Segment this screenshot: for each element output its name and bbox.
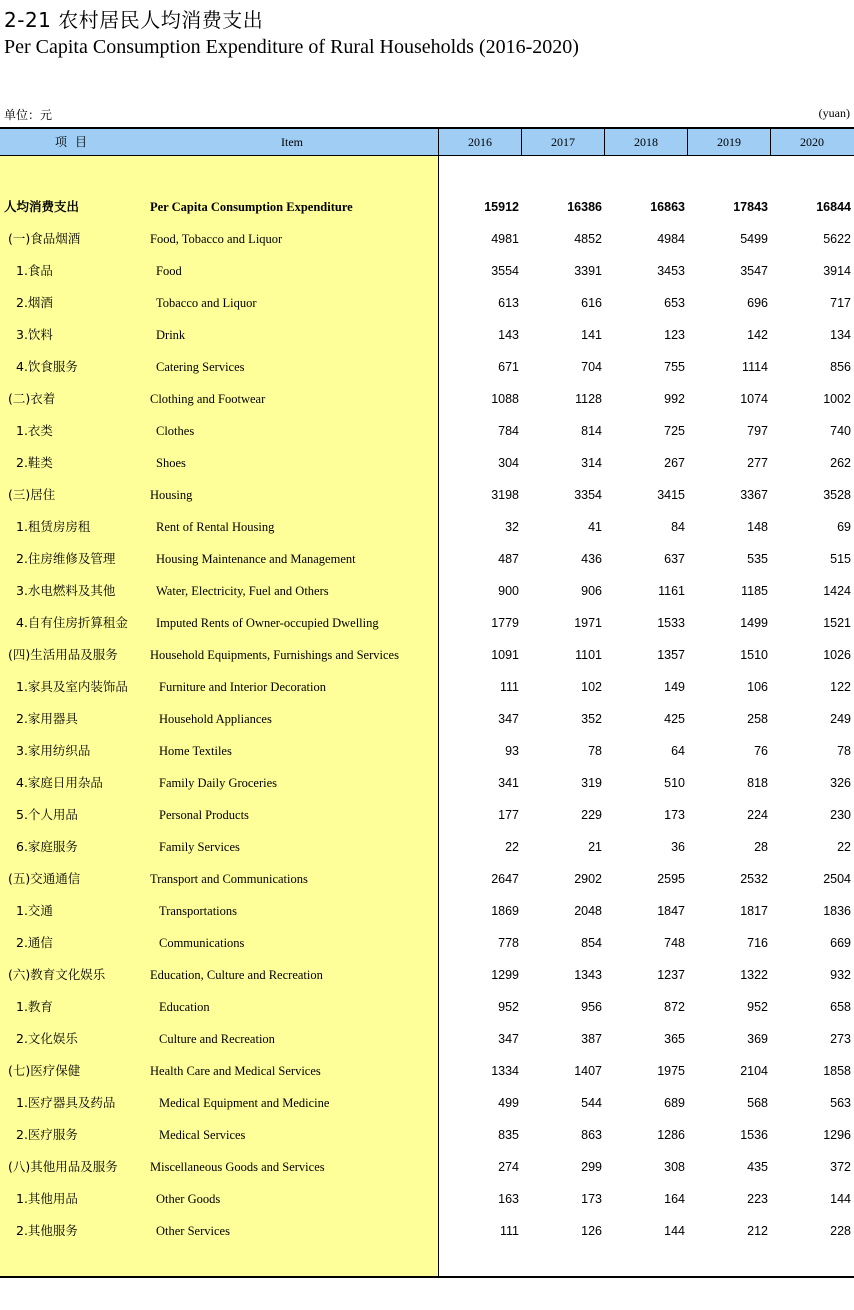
row-label-en: Miscellaneous Goods and Services [150,1160,325,1174]
cell-value-2020: 740 [830,424,851,438]
unit-label-cn: 单位：元 [4,108,53,122]
cell-value-2020: 372 [830,1160,851,1174]
row-label-en: Food [156,264,182,278]
cell-value-2020: 122 [830,680,851,694]
cell-value-2019: 223 [747,1192,768,1206]
cell-value-2018: 510 [664,776,685,790]
table-bottom-rule [0,1276,854,1278]
cell-value-2020: 273 [830,1032,851,1046]
cell-value-2019: 1322 [740,968,768,982]
cell-value-2016: 952 [498,1000,519,1014]
table-row [0,1095,854,1127]
cell-value-2018: 1286 [657,1128,685,1142]
row-label-cn: 5.个人用品 [16,807,78,822]
row-label-en: Communications [159,936,245,950]
row-label-en: Food, Tobacco and Liquor [150,232,283,246]
table-row [0,903,854,935]
cell-value-2017: 2048 [574,904,602,918]
cell-value-2019: 106 [747,680,768,694]
table-row [0,999,854,1031]
cell-value-2020: 1836 [823,904,851,918]
table-row [0,519,854,551]
cell-value-2020: 262 [830,456,851,470]
row-label-cn: 人均消费支出 [4,199,80,214]
cell-value-2016: 177 [498,808,519,822]
cell-value-2017: 616 [581,296,602,310]
row-label-cn: 4.自有住房折算租金 [16,615,128,630]
cell-value-2019: 224 [747,808,768,822]
row-label-en: Transport and Communications [150,872,308,886]
table-row [0,199,854,231]
cell-value-2019: 28 [754,840,768,854]
cell-value-2020: 1521 [823,616,851,630]
cell-value-2016: 32 [505,520,519,534]
row-label-en: Catering Services [156,360,245,374]
cell-value-2019: 5499 [740,232,768,246]
cell-value-2016: 347 [498,1032,519,1046]
cell-value-2020: 326 [830,776,851,790]
cell-value-2019: 1185 [741,584,768,598]
cell-value-2016: 900 [498,584,519,598]
cell-value-2017: 387 [581,1032,602,1046]
row-label-cn: 1.家具及室内装饰品 [16,679,128,694]
row-label-cn: (七)医疗保健 [8,1063,81,1078]
row-label-cn: 4.家庭日用杂品 [16,775,103,790]
cell-value-2017: 1407 [574,1064,602,1078]
table-row [0,615,854,647]
cell-value-2018: 267 [664,456,685,470]
table-row [0,583,854,615]
cell-value-2019: 212 [747,1224,768,1238]
table-row [0,871,854,903]
table-row [0,455,854,487]
cell-value-2017: 319 [581,776,602,790]
cell-value-2017: 906 [581,584,602,598]
cell-value-2016: 1088 [491,392,519,406]
cell-value-2016: 274 [498,1160,519,1174]
cell-value-2020: 134 [830,328,851,342]
row-label-en: Clothes [156,424,195,438]
cell-value-2020: 1858 [823,1064,851,1078]
cell-value-2017: 704 [581,360,602,374]
table-row [0,967,854,999]
row-label-en: Family Daily Groceries [159,776,278,790]
row-label-cn: 1.医疗器具及药品 [16,1095,116,1110]
cell-value-2020: 669 [830,936,851,950]
cell-value-2018: 872 [664,1000,685,1014]
row-label-en: Housing [150,488,193,502]
cell-value-2018: 637 [664,552,685,566]
cell-value-2018: 755 [664,360,685,374]
table-row [0,423,854,455]
cell-value-2020: 932 [830,968,851,982]
cell-value-2018: 748 [664,936,685,950]
cell-value-2019: 535 [747,552,768,566]
cell-value-2017: 854 [581,936,602,950]
cell-value-2017: 126 [581,1224,602,1238]
cell-value-2019: 3547 [740,264,768,278]
row-label-cn: 2.烟酒 [16,295,53,310]
row-label-cn: 6.家庭服务 [16,839,78,854]
cell-value-2019: 1499 [740,616,768,630]
cell-value-2019: 258 [747,712,768,726]
cell-value-2020: 563 [830,1096,851,1110]
table-row [0,935,854,967]
row-label-cn: (五)交通通信 [8,871,81,886]
cell-value-2017: 956 [581,1000,602,1014]
cell-value-2016: 1299 [491,968,519,982]
table-row [0,1063,854,1095]
cell-value-2017: 16386 [567,200,602,214]
row-label-en: Other Goods [156,1192,221,1206]
row-label-cn: 1.食品 [16,263,53,278]
table-row [0,1159,854,1191]
cell-value-2018: 4984 [657,232,685,246]
row-label-cn: (二)衣着 [8,391,56,406]
table-row [0,679,854,711]
header-year-2017: 2017 [551,135,575,149]
cell-value-2018: 2595 [657,872,685,886]
cell-value-2018: 653 [664,296,685,310]
table-row [0,711,854,743]
cell-value-2017: 299 [581,1160,602,1174]
table-row [0,807,854,839]
cell-value-2020: 3914 [823,264,851,278]
table-row [0,487,854,519]
cell-value-2017: 814 [581,424,602,438]
header-year-2018: 2018 [634,135,658,149]
row-label-cn: 2.鞋类 [16,455,53,470]
row-label-en: Medical Services [159,1128,246,1142]
cell-value-2018: 308 [664,1160,685,1174]
cell-value-2019: 2104 [740,1064,768,1078]
cell-value-2017: 1971 [574,616,602,630]
cell-value-2020: 1026 [823,648,851,662]
cell-value-2016: 143 [498,328,519,342]
row-label-en: Personal Products [159,808,249,822]
cell-value-2020: 144 [830,1192,851,1206]
row-label-cn: 4.饮食服务 [16,359,78,374]
table-row [0,647,854,679]
row-label-en: Tobacco and Liquor [156,296,257,310]
cell-value-2017: 78 [588,744,602,758]
cell-value-2020: 856 [830,360,851,374]
cell-value-2020: 78 [837,744,851,758]
row-label-cn: (八)其他用品及服务 [8,1159,118,1174]
cell-value-2020: 515 [830,552,851,566]
row-label-cn: (六)教育文化娱乐 [8,967,106,982]
cell-value-2017: 863 [581,1128,602,1142]
row-label-cn: 2.医疗服务 [16,1127,78,1142]
cell-value-2020: 658 [830,1000,851,1014]
cell-value-2019: 277 [747,456,768,470]
row-label-en: Home Textiles [159,744,232,758]
cell-value-2017: 3391 [574,264,602,278]
row-label-cn: 1.其他用品 [16,1191,78,1206]
header-year-2016: 2016 [468,135,492,149]
cell-value-2019: 696 [747,296,768,310]
cell-value-2018: 1975 [657,1064,685,1078]
row-label-en: Rent of Rental Housing [156,520,275,534]
cell-value-2020: 230 [830,808,851,822]
cell-value-2017: 436 [581,552,602,566]
row-label-cn: 1.衣类 [16,423,53,438]
row-label-cn: (四)生活用品及服务 [8,647,118,662]
row-label-en: Per Capita Consumption Expenditure [150,200,353,214]
cell-value-2016: 341 [498,776,519,790]
cell-value-2016: 304 [498,456,519,470]
cell-value-2017: 4852 [574,232,602,246]
cell-value-2020: 3528 [823,488,851,502]
table-row [0,295,854,327]
row-label-cn: 2.家用器具 [16,711,78,726]
cell-value-2019: 568 [747,1096,768,1110]
cell-value-2018: 3415 [657,488,685,502]
header-item-cn: 项目 [54,135,95,149]
row-label-en: Clothing and Footwear [150,392,266,406]
cell-value-2019: 952 [747,1000,768,1014]
table-row [0,743,854,775]
cell-value-2019: 2532 [740,872,768,886]
cell-value-2019: 1817 [740,904,768,918]
cell-value-2018: 689 [664,1096,685,1110]
cell-value-2016: 163 [498,1192,519,1206]
cell-value-2019: 1074 [740,392,768,406]
row-label-en: Health Care and Medical Services [150,1064,321,1078]
cell-value-2016: 111 [499,680,519,694]
table-row [0,839,854,871]
cell-value-2019: 1536 [740,1128,768,1142]
row-label-cn: 2.文化娱乐 [16,1031,78,1046]
cell-value-2016: 93 [505,744,519,758]
cell-value-2017: 2902 [574,872,602,886]
row-label-cn: 2.住房维修及管理 [16,551,116,566]
row-label-cn: 2.通信 [16,935,53,950]
row-label-en: Household Appliances [159,712,272,726]
cell-value-2016: 3198 [491,488,519,502]
unit-label-en: (yuan) [818,106,850,120]
cell-value-2019: 369 [747,1032,768,1046]
header-year-2020: 2020 [800,135,824,149]
cell-value-2018: 425 [664,712,685,726]
cell-value-2019: 148 [747,520,768,534]
cell-value-2016: 784 [498,424,519,438]
data-table [0,127,854,1278]
row-label-cn: (一)食品烟酒 [8,231,81,246]
page-title-en: Per Capita Consumption Expenditure of Rural Households (2016-2020) [4,36,579,58]
cell-value-2019: 1114 [742,360,768,374]
row-label-cn: 1.教育 [16,999,53,1014]
cell-value-2019: 142 [747,328,768,342]
table-row [0,1223,854,1255]
row-label-cn: 1.租赁房房租 [16,519,91,534]
cell-value-2020: 1002 [823,392,851,406]
table-row [0,551,854,583]
cell-value-2018: 1161 [658,584,685,598]
row-label-en: Other Services [156,1224,230,1238]
cell-value-2017: 141 [581,328,602,342]
cell-value-2018: 725 [664,424,685,438]
cell-value-2018: 173 [664,808,685,822]
row-label-cn: 3.家用纺织品 [16,743,91,758]
cell-value-2017: 544 [581,1096,602,1110]
cell-value-2018: 992 [664,392,685,406]
cell-value-2020: 1424 [823,584,851,598]
cell-value-2018: 123 [664,328,685,342]
row-label-en: Drink [156,328,186,342]
cell-value-2016: 347 [498,712,519,726]
table-row [0,391,854,423]
row-label-cn: 2.其他服务 [16,1223,78,1238]
cell-value-2017: 41 [588,520,602,534]
cell-value-2017: 173 [581,1192,602,1206]
cell-value-2018: 84 [671,520,685,534]
cell-value-2019: 797 [747,424,768,438]
row-label-en: Imputed Rents of Owner-occupied Dwelling [156,616,379,630]
cell-value-2020: 249 [830,712,851,726]
cell-value-2019: 818 [747,776,768,790]
cell-value-2018: 64 [671,744,685,758]
cell-value-2017: 314 [581,456,602,470]
cell-value-2019: 76 [754,744,768,758]
cell-value-2017: 1101 [575,648,602,662]
row-label-en: Housing Maintenance and Management [156,552,356,566]
cell-value-2018: 1357 [657,648,685,662]
row-label-cn: 1.交通 [16,903,53,918]
cell-value-2020: 717 [830,296,851,310]
cell-value-2019: 716 [747,936,768,950]
cell-value-2019: 17843 [733,200,768,214]
cell-value-2017: 3354 [574,488,602,502]
table-row [0,775,854,807]
cell-value-2020: 1296 [823,1128,851,1142]
cell-value-2016: 1334 [491,1064,519,1078]
cell-value-2018: 149 [664,680,685,694]
row-label-en: Education [159,1000,210,1014]
cell-value-2018: 1533 [657,616,685,630]
cell-value-2020: 22 [837,840,851,854]
cell-value-2018: 365 [664,1032,685,1046]
cell-value-2016: 613 [498,296,519,310]
cell-value-2017: 1343 [574,968,602,982]
cell-value-2020: 69 [837,520,851,534]
table-row [0,1127,854,1159]
row-label-cn: 3.水电燃料及其他 [16,583,116,598]
cell-value-2016: 4981 [491,232,519,246]
page-title-cn: 2-21 农村居民人均消费支出 [4,8,264,32]
cell-value-2016: 1091 [491,648,519,662]
table-row [0,231,854,263]
cell-value-2016: 3554 [491,264,519,278]
cell-value-2018: 36 [671,840,685,854]
cell-value-2016: 15912 [484,200,519,214]
header-item-en: Item [281,135,303,149]
cell-value-2016: 22 [505,840,519,854]
cell-value-2018: 1847 [657,904,685,918]
cell-value-2017: 352 [581,712,602,726]
cell-value-2016: 2647 [491,872,519,886]
cell-value-2016: 487 [498,552,519,566]
row-label-en: Culture and Recreation [159,1032,275,1046]
row-label-en: Furniture and Interior Decoration [159,680,326,694]
cell-value-2017: 229 [581,808,602,822]
table-row [0,263,854,295]
cell-value-2016: 778 [498,936,519,950]
cell-value-2016: 111 [499,1224,519,1238]
cell-value-2016: 499 [498,1096,519,1110]
table-row [0,327,854,359]
row-label-cn: 3.饮料 [16,327,53,342]
table-row [0,1191,854,1223]
cell-value-2017: 21 [588,840,602,854]
row-label-en: Medical Equipment and Medicine [159,1096,330,1110]
cell-value-2018: 164 [664,1192,685,1206]
cell-value-2018: 144 [664,1224,685,1238]
cell-value-2018: 3453 [657,264,685,278]
cell-value-2019: 3367 [740,488,768,502]
cell-value-2016: 671 [498,360,519,374]
cell-value-2020: 16844 [816,200,851,214]
cell-value-2016: 1779 [491,616,519,630]
cell-value-2020: 2504 [823,872,851,886]
row-label-en: Transportations [159,904,238,918]
row-label-en: Family Services [159,840,240,854]
row-label-en: Shoes [156,456,186,470]
cell-value-2019: 435 [747,1160,768,1174]
cell-value-2020: 228 [830,1224,851,1238]
cell-value-2018: 1237 [657,968,685,982]
cell-value-2017: 102 [581,680,602,694]
row-label-en: Education, Culture and Recreation [150,968,323,982]
cell-value-2017: 1128 [575,392,602,406]
cell-value-2016: 1869 [491,904,519,918]
cell-value-2020: 5622 [823,232,851,246]
row-label-en: Household Equipments, Furnishings and Services [150,648,399,662]
row-label-cn: (三)居住 [8,487,56,502]
header-year-2019: 2019 [717,135,741,149]
cell-value-2019: 1510 [740,648,768,662]
table-row [0,359,854,391]
table-row [0,1031,854,1063]
row-label-en: Water, Electricity, Fuel and Others [156,584,329,598]
cell-value-2018: 16863 [650,200,685,214]
cell-value-2016: 835 [498,1128,519,1142]
